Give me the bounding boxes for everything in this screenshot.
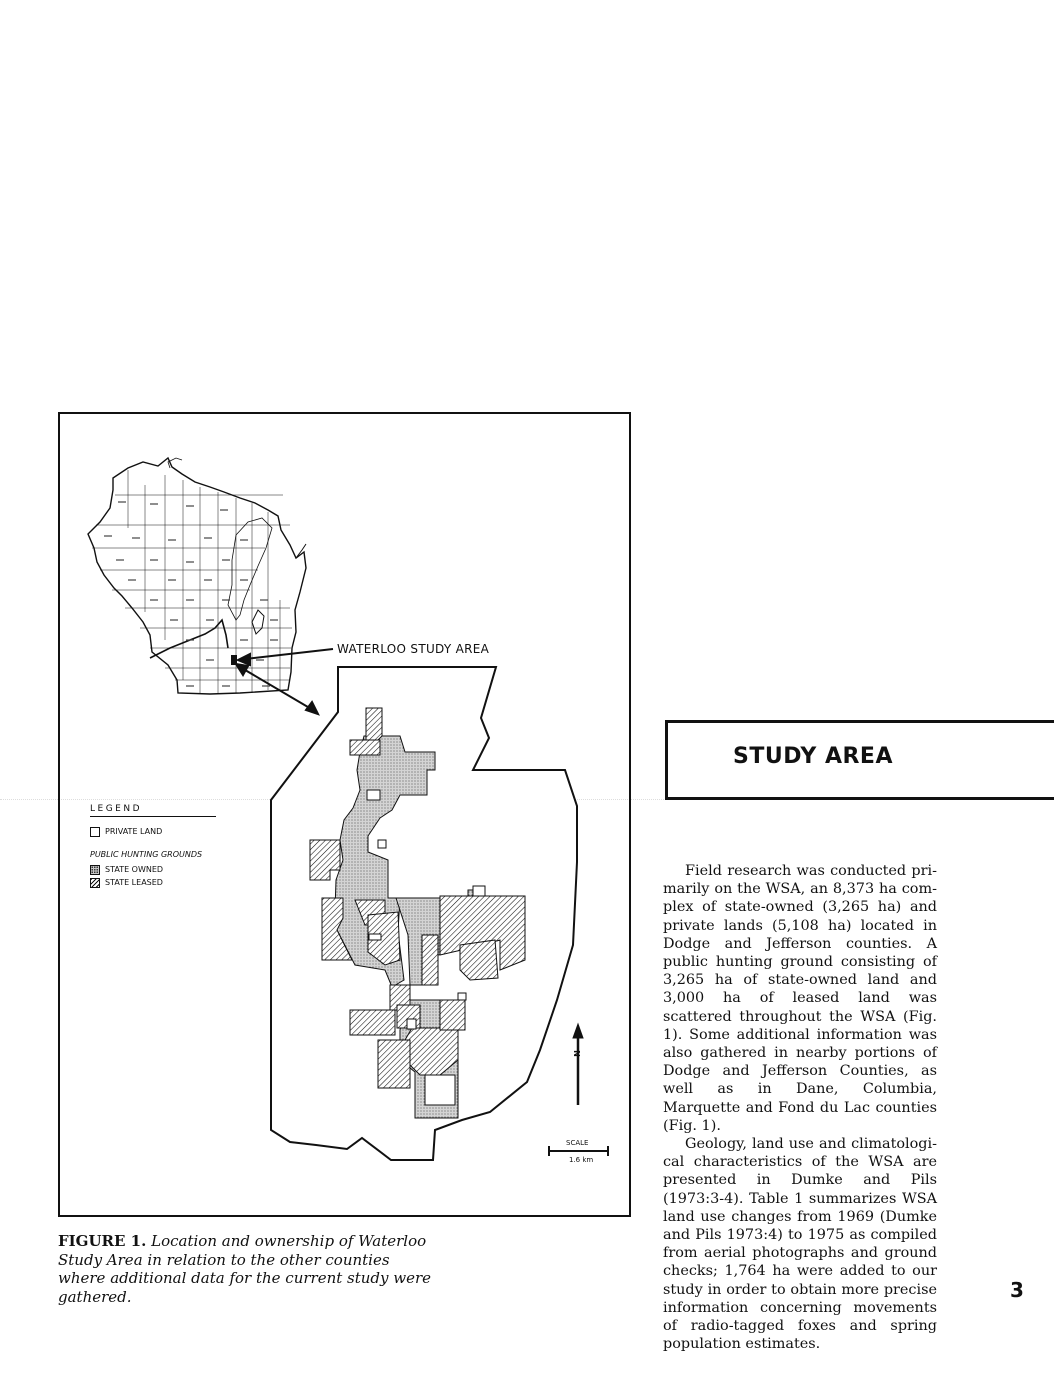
legend-state-owned-label: STATE OWNED	[105, 865, 164, 874]
north-arrow	[573, 1024, 583, 1105]
legend-public-hunting-heading: PUBLIC HUNTING GROUNDS	[90, 850, 203, 859]
page-number: 3	[1010, 1278, 1024, 1302]
legend-state-owned	[90, 863, 216, 876]
scale-bar	[549, 1146, 608, 1156]
state-owned-swatch	[90, 865, 100, 875]
wisconsin-state-map	[88, 458, 306, 694]
legend-title: LEGEND	[90, 804, 216, 817]
section-title: STUDY AREA	[733, 744, 893, 769]
map-legend	[90, 804, 216, 889]
waterloo-study-area-label: WATERLOO STUDY AREA	[337, 642, 490, 656]
state-leased-swatch	[90, 878, 100, 888]
scale-distance: 1.6 km	[569, 1156, 594, 1164]
legend-private-land	[90, 825, 216, 838]
legend-private-land-label: PRIVATE LAND	[105, 827, 163, 836]
figure-caption-text: Location and ownership of Waterloo Study Area in relation to the other counties where additional data for the current study were gathered.	[58, 1232, 432, 1306]
private-land-swatch	[90, 827, 100, 837]
callout-arrows	[236, 649, 333, 714]
figure-caption	[58, 1232, 438, 1306]
north-label: N	[572, 1050, 582, 1057]
legend-state-leased	[90, 876, 216, 889]
body-text	[663, 862, 937, 1353]
legend-state-leased-label: STATE LEASED	[105, 878, 163, 887]
body-paragraph-2: Geology, land use and climatological characteristics of the WSA are presented in Dumke and Pils (1973:3-4). Table 1 summarizes WSA land use changes from 1969 (Dumke and Pils 1973:4) to 1975 as compiled from aerial photographs and ground checks; 1,764 ha were added to our study in order to obtain more precise information concerning movements of radio-tagged foxes and spring population estimates.	[663, 1136, 937, 1353]
figure-number: FIGURE 1.	[58, 1232, 147, 1250]
body-paragraph-1: Field research was conducted primarily on the WSA, an 8,373 ha complex of state-owned (3,265 ha) and private lands (5,108 ha) located in Dodge and Jefferson counties. A public hunting ground consisting of 3,265 ha of state-owned land and 3,000 ha of leased land was scattered throughout the WSA (Fig. 1). Some additional information was also gathered in nearby portions of Dodge and Jefferson Counties, as well as in Dane, Columbia, Marquette and Fond du Lac counties (Fig. 1).	[663, 863, 937, 1134]
scale-title: SCALE	[566, 1139, 589, 1147]
